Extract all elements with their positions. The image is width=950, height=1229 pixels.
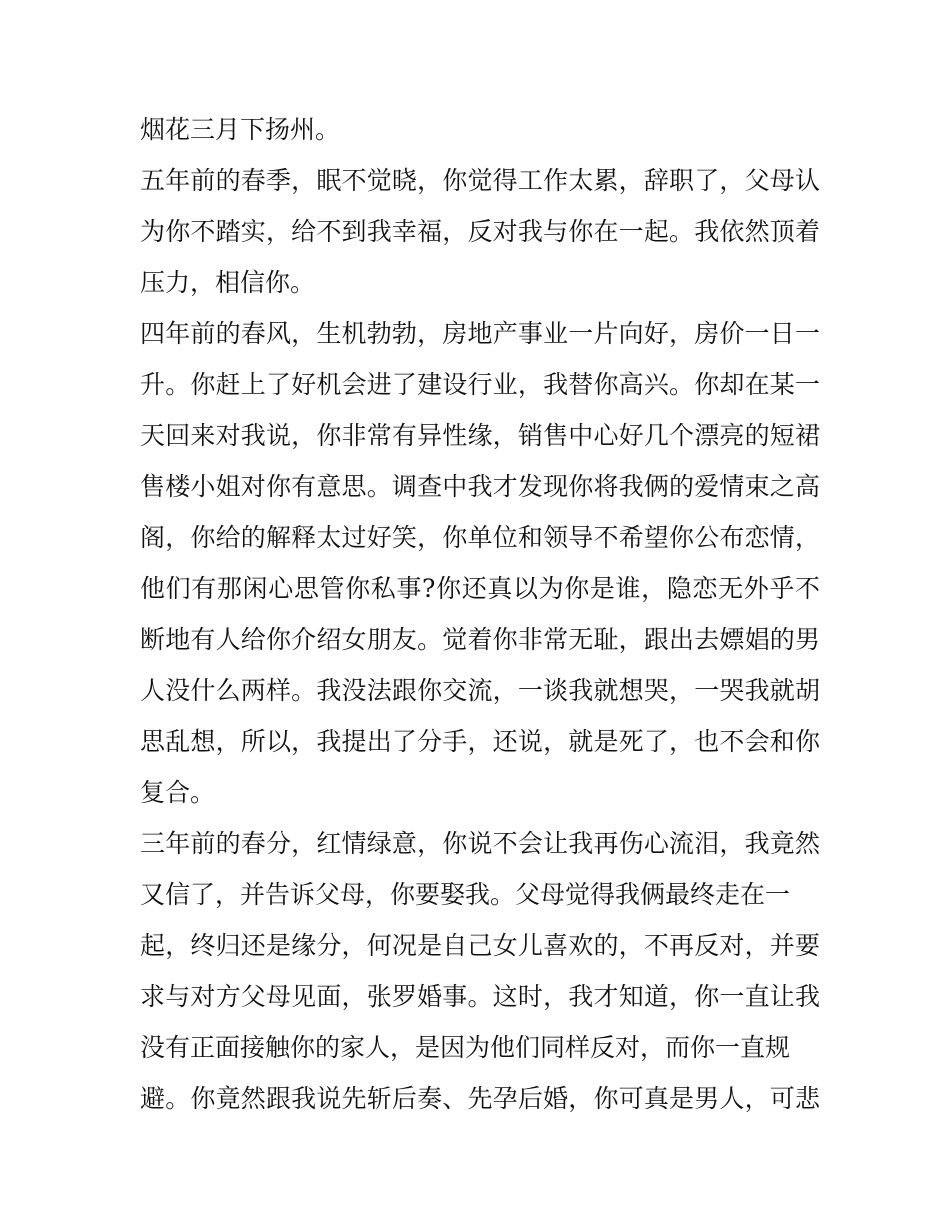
text-line: 阁，你给的解释太过好笑，你单位和领导不希望你公布恋情，: [140, 523, 820, 552]
text-line: 又信了，并告诉父母，你要娶我。父母觉得我俩最终走在一: [140, 880, 791, 909]
text-line: 压力，相信你。: [140, 268, 316, 297]
text-line: 没有正面接触你的家人，是因为他们同样反对，而你一直规: [140, 1033, 791, 1062]
text-line: 起，终归还是缘分，何况是自己女儿喜欢的，不再反对，并要: [140, 931, 820, 960]
text-line: 三年前的春分，红情绿意，你说不会让我再伤心流泪，我竟然: [140, 829, 820, 858]
text-line: 售楼小姐对你有意思。调查中我才发现你将我俩的爱情束之高: [140, 472, 820, 501]
text-line: 人没什么两样。我没法跟你交流，一谈我就想哭，一哭我就胡: [140, 676, 820, 705]
article-body: [140, 104, 820, 1124]
text-line: 升。你赶上了好机会进了建设行业，我替你高兴。你却在某一: [140, 370, 820, 399]
text-line: 复合。: [140, 778, 216, 807]
text-line: 烟花三月下扬州。: [140, 115, 341, 144]
text-line: 四年前的春风，生机勃勃，房地产事业一片向好，房价一日一: [140, 319, 820, 348]
text-line: 为你不踏实，给不到我幸福，反对我与你在一起。我依然顶着: [140, 217, 820, 246]
text-line: 天回来对我说，你非常有异性缘，销售中心好几个漂亮的短裙: [140, 421, 820, 450]
text-line: 他们有那闲心思管你私事?你还真以为你是谁，隐恋无外乎不: [140, 574, 820, 603]
text-line: 避。你竟然跟我说先斩后奏、先孕后婚，你可真是男人，可悲: [140, 1084, 820, 1113]
text-line: 断地有人给你介绍女朋友。觉着你非常无耻，跟出去嫖娼的男: [140, 625, 820, 654]
text-line: 求与对方父母见面，张罗婚事。这时，我才知道，你一直让我: [140, 982, 820, 1011]
text-line: 五年前的春季，眠不觉晓，你觉得工作太累，辞职了，父母认: [140, 166, 820, 195]
text-line: 思乱想，所以，我提出了分手，还说，就是死了，也不会和你: [140, 727, 820, 756]
